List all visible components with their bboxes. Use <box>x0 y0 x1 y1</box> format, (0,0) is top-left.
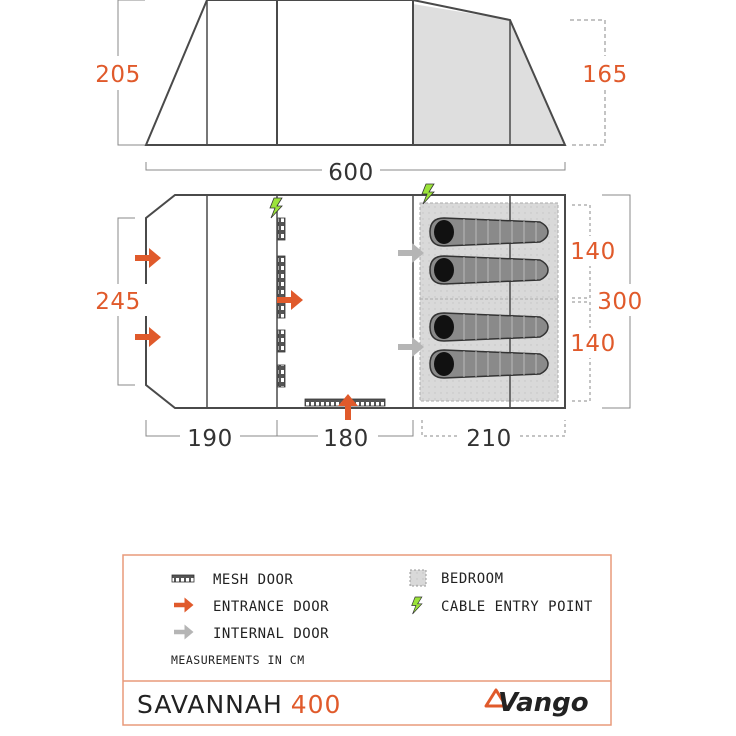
legend-entrance-door: ENTRANCE DOOR <box>213 599 330 615</box>
legend-internal-door: INTERNAL DOOR <box>213 626 330 642</box>
mesh-door <box>278 256 285 318</box>
entrance-door-swatch <box>174 598 194 613</box>
height-label-left: 205 <box>95 62 141 88</box>
floor-plan <box>135 184 565 420</box>
cable-entry-icon <box>270 198 282 218</box>
total-length-dimension <box>146 155 565 186</box>
section-dimensions <box>146 420 565 452</box>
sleeping-bag <box>430 350 548 378</box>
model-name <box>137 690 341 719</box>
sleeping-bag <box>430 313 548 341</box>
cable-entry-icon <box>422 184 434 204</box>
measurements-note: MEASUREMENTS IN CM <box>171 653 305 667</box>
legend-mesh-door: MESH DOOR <box>213 572 294 588</box>
bedroom-width-label: 140 <box>570 239 616 265</box>
side-elevation <box>88 0 635 145</box>
internal-door-swatch <box>174 625 194 640</box>
width-dimension-left <box>90 218 148 385</box>
mesh-door-swatch <box>172 575 194 582</box>
bedroom-swatch <box>410 570 426 586</box>
section-label: 190 <box>187 426 233 452</box>
length-label: 600 <box>328 160 374 186</box>
legend-bedroom: BEDROOM <box>441 571 504 587</box>
entrance-arrow <box>135 248 161 268</box>
height-label-right: 165 <box>582 62 628 88</box>
sleeping-bag <box>430 256 548 284</box>
brand-logo: Vango <box>498 688 589 718</box>
model-name-text: SAVANNAH <box>137 690 283 719</box>
bedroom-width-label: 140 <box>570 331 616 357</box>
sleeping-bag <box>430 218 548 246</box>
section-label: 210 <box>466 426 512 452</box>
legend <box>123 555 611 725</box>
model-number: 400 <box>290 690 342 719</box>
entrance-arrow <box>135 327 161 347</box>
legend-cable-entry: CABLE ENTRY POINT <box>441 599 593 615</box>
width-label-left: 245 <box>95 289 141 315</box>
mesh-door <box>278 218 285 240</box>
mesh-door <box>278 330 285 352</box>
width-dimension-right <box>597 195 642 408</box>
section-label: 180 <box>323 426 369 452</box>
width-label-right: 300 <box>597 289 643 315</box>
bedroom-side-fill <box>413 4 565 145</box>
cable-entry-swatch <box>412 597 422 614</box>
mesh-door <box>278 365 285 387</box>
